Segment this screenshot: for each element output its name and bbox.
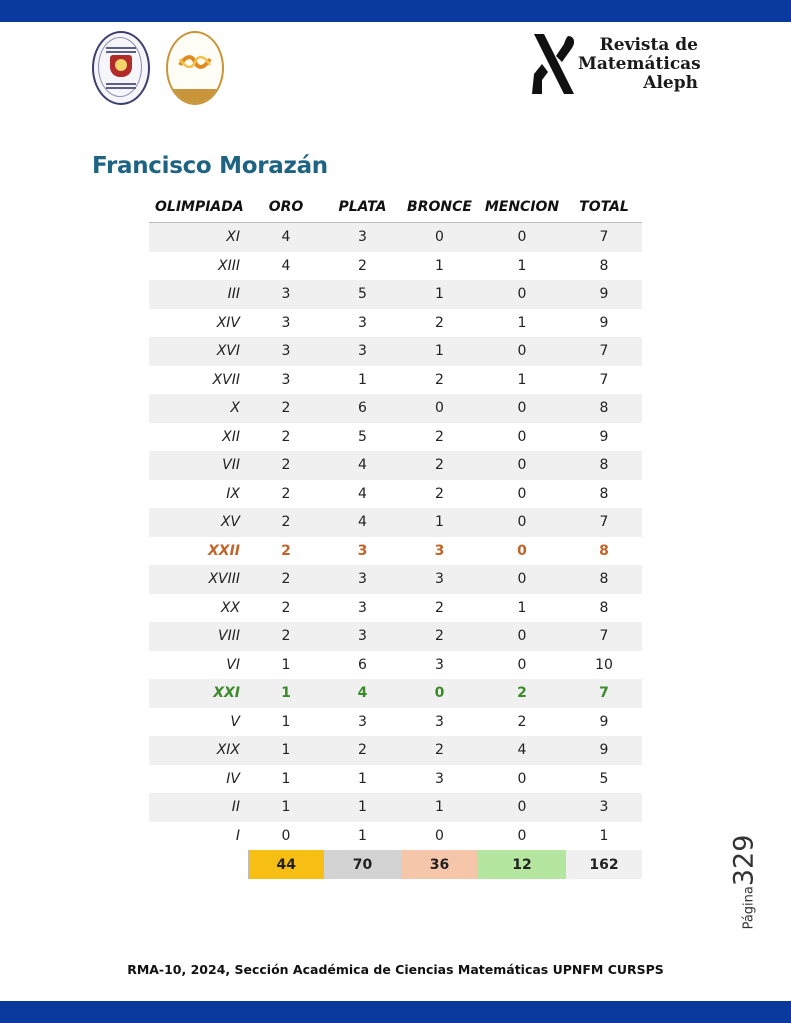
- cell-plata: 2: [358, 257, 367, 274]
- cell-total: 9: [599, 713, 609, 730]
- cell-bronce: 2: [435, 314, 444, 331]
- table-row: [149, 309, 642, 338]
- cell-mencion: 0: [478, 223, 566, 252]
- cell-total: 8: [566, 451, 642, 480]
- totals-row: [149, 850, 642, 879]
- medals-table: [149, 192, 642, 879]
- cell-bronce: 3: [401, 565, 478, 594]
- cell-plata: 4: [324, 451, 401, 480]
- cell-olimpiada: XV: [149, 508, 248, 537]
- table-row: [149, 423, 642, 452]
- cell-mencion: 1: [517, 599, 527, 616]
- cell-bronce: 0: [401, 394, 478, 423]
- cell-oro: 2: [248, 451, 324, 480]
- cell-plata: 3: [358, 314, 367, 331]
- cell-plata: 3: [357, 542, 368, 559]
- cell-plata: 2: [324, 736, 401, 765]
- totals-blank-cell: [149, 850, 248, 879]
- total-oro: 44: [248, 850, 324, 879]
- cell-oro: 1: [281, 713, 291, 730]
- cell-olimpiada: XIX: [149, 736, 248, 765]
- cell-total: 8: [566, 394, 642, 423]
- header-bronce: BRONCE: [401, 192, 478, 223]
- table-row: [149, 736, 642, 765]
- table-row: [149, 223, 642, 252]
- cell-oro: 2: [281, 542, 291, 559]
- table-row: [149, 793, 642, 822]
- cell-mencion: 1: [517, 371, 527, 388]
- cell-total: 1: [599, 827, 609, 844]
- cell-plata: 6: [324, 394, 401, 423]
- cell-bronce: 1: [401, 508, 478, 537]
- section-title: Francisco Morazán: [92, 153, 328, 179]
- cell-olimpiada: XVII: [212, 371, 240, 388]
- cell-plata: 5: [358, 428, 367, 445]
- cell-plata: 3: [358, 599, 367, 616]
- cell-oro: 4: [281, 257, 291, 274]
- table-row: [149, 280, 642, 309]
- journal-line-1: Revista de: [599, 35, 698, 55]
- table-row: [149, 565, 642, 594]
- cell-mencion: 2: [478, 679, 566, 708]
- cell-plata: 1: [358, 827, 367, 844]
- journal-name: [578, 35, 701, 93]
- cell-oro: 3: [248, 280, 324, 309]
- cell-plata: 4: [324, 508, 401, 537]
- cell-total: 7: [566, 622, 642, 651]
- cell-bronce: 2: [435, 428, 444, 445]
- cell-bronce: 3: [435, 770, 444, 787]
- cell-plata: 6: [358, 656, 367, 673]
- total-mencion: 12: [478, 850, 566, 879]
- cell-olimpiada: III: [149, 280, 248, 309]
- cell-total: 9: [599, 428, 609, 445]
- cell-oro: 3: [281, 314, 291, 331]
- table-row: [149, 451, 642, 480]
- cell-mencion: 0: [478, 337, 566, 366]
- cell-oro: 1: [248, 679, 324, 708]
- cell-plata: 1: [358, 770, 367, 787]
- aleph-logo: [528, 30, 580, 98]
- cell-total: 3: [566, 793, 642, 822]
- cell-olimpiada: XXII: [207, 542, 240, 559]
- table-row: [149, 480, 642, 509]
- header-total: TOTAL: [566, 192, 642, 223]
- cell-bronce: 2: [435, 599, 444, 616]
- total-bronce: 36: [401, 850, 478, 879]
- cell-oro: 2: [281, 485, 291, 502]
- table-row: [149, 594, 642, 623]
- cell-bronce: 0: [401, 223, 478, 252]
- cell-bronce: 0: [435, 827, 444, 844]
- cell-olimpiada: XVIII: [149, 565, 248, 594]
- cell-mencion: 0: [517, 428, 527, 445]
- table-row: [149, 622, 642, 651]
- total-plata: 70: [324, 850, 401, 879]
- cell-oro: 2: [248, 508, 324, 537]
- cell-mencion: 0: [478, 451, 566, 480]
- university-seal-logo: [92, 31, 150, 105]
- cell-olimpiada: IV: [226, 770, 240, 787]
- cell-bronce: 1: [401, 793, 478, 822]
- page-number-value: 329: [728, 834, 760, 887]
- cell-total: 10: [595, 656, 613, 673]
- bottom-band: [0, 1001, 791, 1023]
- cell-total: 8: [599, 599, 609, 616]
- cell-total: 7: [599, 371, 609, 388]
- journal-line-3: Aleph: [643, 73, 698, 93]
- footer-text: RMA-10, 2024, Sección Académica de Ciencias Matemáticas UPNFM CURSPS: [127, 962, 664, 977]
- table-row: [149, 537, 642, 566]
- cell-olimpiada: VI: [226, 656, 240, 673]
- table-row: [149, 765, 642, 794]
- cell-mencion: 0: [478, 280, 566, 309]
- cell-oro: 2: [248, 394, 324, 423]
- cell-olimpiada: II: [149, 793, 248, 822]
- cell-oro: 2: [281, 599, 291, 616]
- cell-mencion: 1: [517, 314, 527, 331]
- table-row: [149, 252, 642, 281]
- cell-bronce: 1: [435, 257, 444, 274]
- cell-plata: 3: [324, 622, 401, 651]
- cell-total: 8: [599, 257, 609, 274]
- total-total: 162: [566, 850, 642, 879]
- cell-total: 7: [566, 337, 642, 366]
- cell-plata: 3: [324, 337, 401, 366]
- cell-olimpiada: XII: [222, 428, 240, 445]
- header-mencion: MENCION: [478, 192, 566, 223]
- table-row: [149, 651, 642, 680]
- cell-olimpiada: XI: [149, 223, 248, 252]
- cell-olimpiada: X: [149, 394, 248, 423]
- page-label: Página: [741, 886, 757, 930]
- table-header-row: [149, 192, 642, 223]
- cell-mencion: 0: [478, 508, 566, 537]
- cell-plata: 4: [324, 679, 401, 708]
- cell-bronce: 3: [435, 713, 444, 730]
- cell-oro: 1: [248, 793, 324, 822]
- cell-total: 9: [566, 736, 642, 765]
- cell-mencion: 4: [478, 736, 566, 765]
- cell-total: 8: [599, 485, 609, 502]
- cell-total: 9: [599, 314, 609, 331]
- cell-olimpiada: V: [230, 713, 240, 730]
- cell-plata: 3: [324, 565, 401, 594]
- table-row: [149, 508, 642, 537]
- cell-plata: 4: [358, 485, 367, 502]
- cell-plata: 3: [324, 223, 401, 252]
- cell-total: 7: [566, 508, 642, 537]
- cell-mencion: 0: [517, 485, 527, 502]
- cell-bronce: 3: [434, 542, 445, 559]
- cell-oro: 2: [248, 622, 324, 651]
- cell-mencion: 0: [478, 565, 566, 594]
- cell-olimpiada: XVI: [149, 337, 248, 366]
- cell-mencion: 0: [517, 770, 527, 787]
- cell-plata: 1: [324, 793, 401, 822]
- cell-mencion: 2: [517, 713, 527, 730]
- table-row: [149, 679, 642, 708]
- cell-olimpiada: XXI: [149, 679, 248, 708]
- table-row: [149, 337, 642, 366]
- cell-mencion: 0: [517, 542, 527, 559]
- cell-oro: 2: [281, 428, 291, 445]
- journal-line-2: Matemáticas: [578, 54, 701, 74]
- cell-total: 5: [599, 770, 609, 787]
- header-plata: PLATA: [324, 192, 401, 223]
- cell-total: 7: [566, 679, 642, 708]
- page-number: [720, 835, 768, 930]
- cell-olimpiada: I: [235, 827, 240, 844]
- cell-bronce: 2: [401, 622, 478, 651]
- header-oro: ORO: [248, 192, 324, 223]
- math-section-logo: [166, 31, 224, 105]
- table-row: [149, 366, 642, 395]
- cell-bronce: 1: [401, 337, 478, 366]
- cell-mencion: 1: [517, 257, 527, 274]
- cell-oro: 2: [248, 565, 324, 594]
- cell-olimpiada: IX: [226, 485, 240, 502]
- cell-total: 8: [599, 542, 609, 559]
- cell-olimpiada: XIII: [218, 257, 240, 274]
- cell-bronce: 2: [401, 451, 478, 480]
- cell-oro: 1: [281, 770, 291, 787]
- cell-bronce: 2: [435, 485, 444, 502]
- cell-plata: 5: [324, 280, 401, 309]
- cell-oro: 3: [248, 337, 324, 366]
- table-row: [149, 822, 642, 851]
- cell-bronce: 2: [401, 736, 478, 765]
- cell-mencion: 0: [478, 622, 566, 651]
- cell-total: 9: [566, 280, 642, 309]
- cell-bronce: 3: [435, 656, 444, 673]
- cell-total: 7: [566, 223, 642, 252]
- top-band: [0, 0, 791, 22]
- cell-olimpiada: XX: [220, 599, 240, 616]
- cell-olimpiada: VIII: [149, 622, 248, 651]
- cell-olimpiada: VII: [149, 451, 248, 480]
- cell-bronce: 1: [401, 280, 478, 309]
- cell-oro: 1: [281, 656, 291, 673]
- cell-oro: 3: [281, 371, 291, 388]
- cell-plata: 3: [358, 713, 367, 730]
- cell-mencion: 0: [517, 827, 527, 844]
- cell-olimpiada: XIV: [216, 314, 240, 331]
- table-row: [149, 708, 642, 737]
- cell-bronce: 0: [401, 679, 478, 708]
- cell-total: 8: [566, 565, 642, 594]
- cell-oro: 0: [281, 827, 291, 844]
- cell-bronce: 2: [435, 371, 444, 388]
- table-row: [149, 394, 642, 423]
- cell-mencion: 0: [517, 656, 527, 673]
- header-olimpiada: OLIMPIADA: [149, 192, 248, 223]
- cell-oro: 1: [248, 736, 324, 765]
- cell-mencion: 0: [478, 793, 566, 822]
- cell-mencion: 0: [478, 394, 566, 423]
- cell-oro: 4: [248, 223, 324, 252]
- cell-plata: 1: [358, 371, 367, 388]
